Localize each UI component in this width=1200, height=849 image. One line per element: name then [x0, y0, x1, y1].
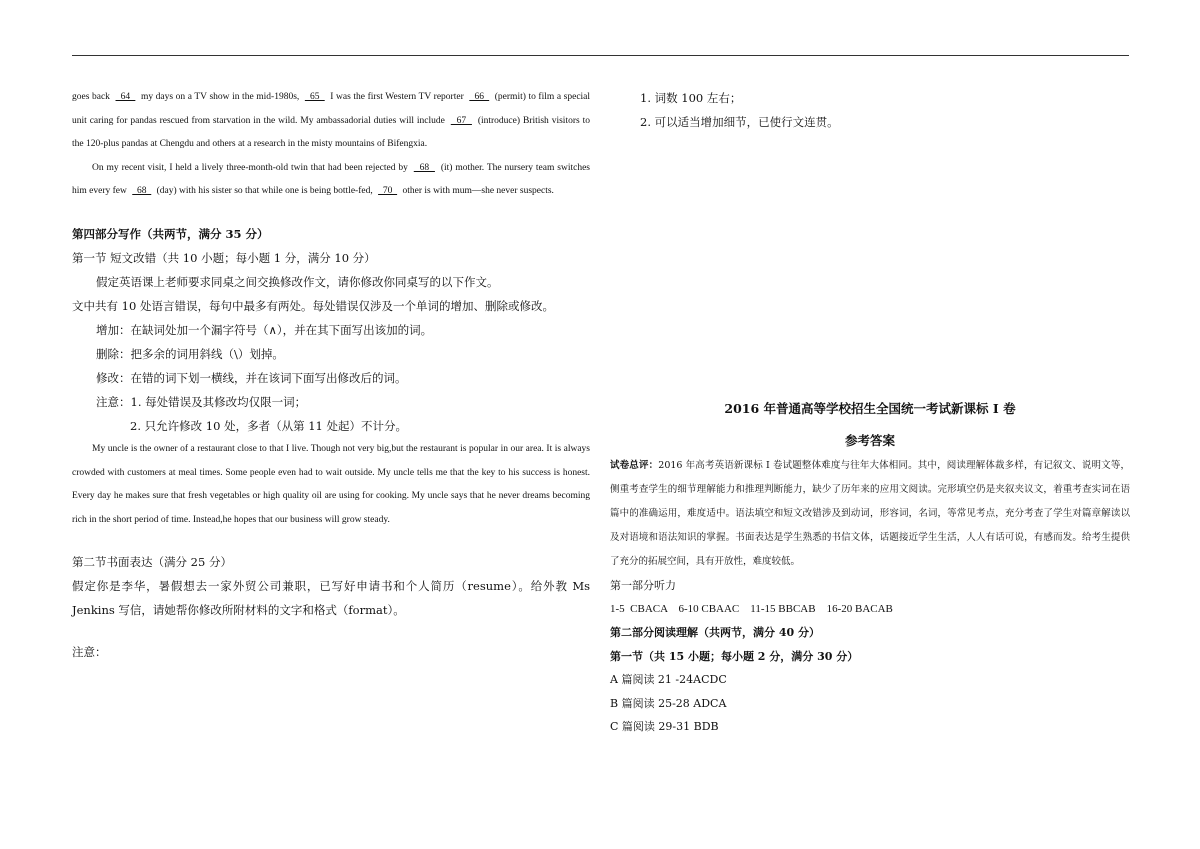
writing-requirement: 1. 词数 100 左右； [640, 91, 742, 105]
paper-summary [610, 454, 1130, 574]
header-rule [72, 55, 1129, 56]
instruction-line: 文中共有 10 处语言错误，每句中最多有两处。每处错误仅涉及一个单词的增加、删除或修改。 [72, 298, 554, 313]
blank-number: 65 [304, 92, 325, 102]
blank-number: 70 [378, 186, 398, 197]
section2-prompt: 假定你是李华，暑假想去一家外贸公司兼职，已写好申请书和个人简历（resume）。给外教 Ms Jenkins 写信，请她帮你修改所附材料的文字和格式（format）。 [72, 579, 590, 618]
instruction-line: 修改：在错的词下划一横线，并在该词下面写出修改后的词。 [96, 370, 407, 385]
blank-number: 68 [413, 162, 435, 173]
section1-title: 第一节 短文改错（共 10 小题；每小题 1 分，满分 10 分） [72, 250, 376, 265]
instruction-line: 增加：在缺词处加一个漏字符号（∧），并在其下面写出该加的词。 [96, 322, 433, 337]
part1-answers: 1-5 CBACA 6-10 CBAAC 11-15 BBCAB 16-20 BACAB [610, 602, 893, 615]
passage-text: (introduce) British visitors to the 120-plus pandas at Chengdu and others at a research in the misty mountains of Bifengxia. [72, 115, 590, 150]
answer-key-subtitle: 参考答案 [844, 433, 895, 448]
blank-number: 67 [450, 115, 472, 126]
summary-text: 2016 年高考英语新课标 I 卷试题整体难度与往年大体相同。其中，阅读理解体裁多样，有记叙文、说明文等，侧重考查学生的细节理解能力和推理判断能力，缺少了历年来的应用文阅读。完形填空仍是夹叙夹议文，着重考查实词在语篇中的准确运用，难度适中。语法填空和短文改错涉及到动词，形容词，名词，等常见考点，充分考查了学生对篇章解读以及对语境和语法知识的掌握。书面表达是学生熟悉的书信文体，话题接近学生生活，人人有话可说，有感而发。给考生提供了充分的拓展空间，具有开放性，难度较低。 [610, 460, 1130, 567]
passage-paragraph-2 [72, 157, 590, 204]
section2-title: 第二节书面表达（满分 25 分） [72, 555, 232, 570]
blank-number: 66 [469, 92, 490, 102]
blank-number: 68 [132, 186, 152, 197]
writing-requirement: 2. 可以适当增加细节，已使行文连贯。 [640, 115, 839, 129]
passage-text: I was the first Western TV reporter [327, 92, 467, 102]
passage-text: (permit) to film a special unit caring for pandas rescued from starvation in the wild. My ambassadorial duties will include [72, 92, 591, 126]
note-label: 注意： [72, 645, 107, 660]
passage-paragraph-1 [72, 86, 590, 157]
passage-text: On my recent visit, I held a lively three-month-old twin that had been rejected by [92, 162, 411, 173]
passage-text: my days on a TV show in the mid-1980s, [138, 92, 302, 102]
left-column [72, 86, 590, 664]
instruction-line: 假定英语课上老师要求同桌之间交换修改作文，请你修改你同桌写的以下作文。 [96, 274, 499, 289]
passage-text: goes back [72, 92, 113, 102]
part2-heading: 第二部分阅读理解（共两节，满分 40 分） [610, 626, 820, 639]
instruction-line: 注意：1. 每处错误及其修改均仅限一词； [96, 394, 307, 409]
essay-to-correct: My uncle is the owner of a restaurant close to that I live. Though not very big,but the restaurant is popular in our area. It is always crowded with customers at meal times. Some people even had to wait outside. My uncle tells me that the key to his success is honest. Every day he makes sure that fresh vegetables or high quality oil are using for cooking. My uncle says that he never dreams becoming rich in the short period of time. Instead,he hopes that our business will grow steady. [72, 443, 590, 525]
part2-section1-heading: 第一节（共 15 小题；每小题 2 分，满分 30 分） [610, 649, 859, 663]
reading-answer: C 篇阅读 29-31 BDB [610, 720, 719, 733]
summary-label: 试卷总评： [610, 460, 659, 471]
part1-heading: 第一部分听力 [610, 579, 676, 592]
passage-text: (it) mother. The nursery team switches him every few [72, 162, 591, 197]
blank-number: 64 [115, 92, 136, 102]
part4-title: 第四部分写作（共两节，满分 35 分） [72, 226, 269, 241]
instruction-line: 2. 只允许修改 10 处，多者（从第 11 处起）不计分。 [130, 418, 408, 433]
reading-answer: A 篇阅读 21 -24ACDC [610, 673, 727, 686]
passage-text: other is with mum—she never suspects. [400, 186, 554, 197]
answer-key-title: 2016 年普通高等学校招生全国统一考试新课标 I 卷 [724, 401, 1016, 416]
instruction-line: 删除：把多余的词用斜线（\）划掉。 [96, 346, 284, 361]
right-column [610, 86, 1130, 739]
passage-text: (day) with his sister so that while one is being bottle-fed, [154, 186, 376, 197]
reading-answer: B 篇阅读 25-28 ADCA [610, 696, 727, 710]
